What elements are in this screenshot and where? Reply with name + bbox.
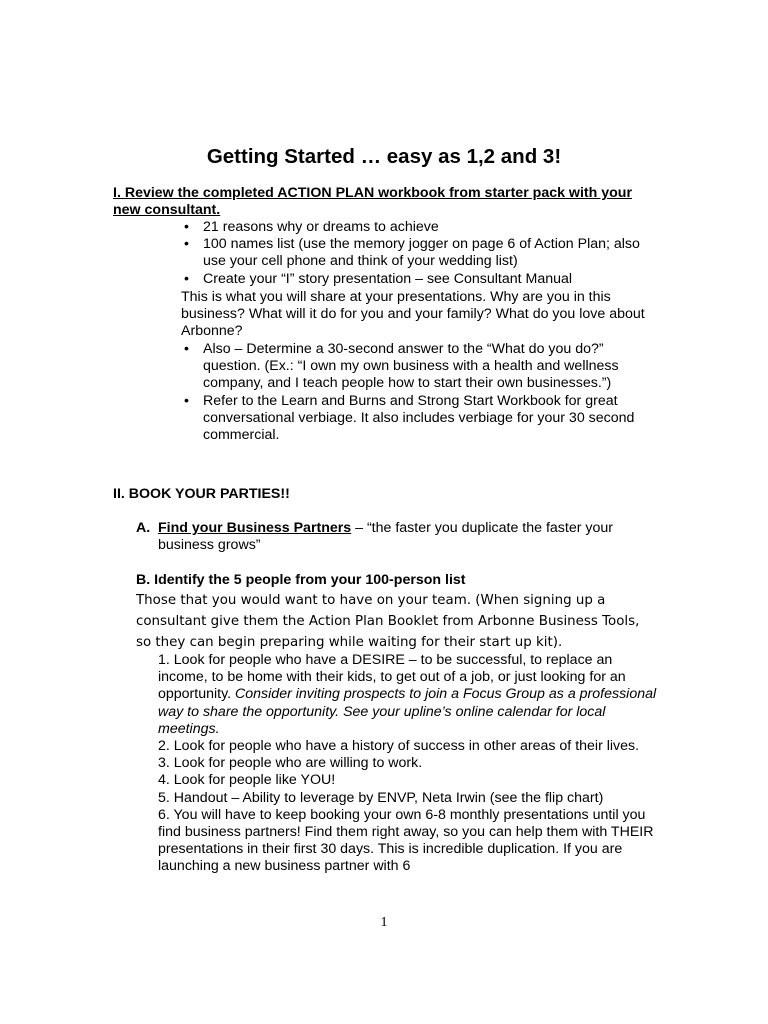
item-1-italic-note: Consider inviting prospects to join a Focus Group as a professional way to share the opportunity. See your upline’s online calendar for local meetings. [158, 686, 657, 737]
list-item: 6. You will have to keep booking your own 6-8 monthly presentations until you find business partners! Find them right away, so you can help them with THEIR presentations in their first 30 days. This is incredible duplication. If you are launching a new business partner with 6 [158, 806, 654, 875]
subsection-b-heading: B. Identify the 5 people from your 100-person list [136, 572, 466, 588]
list-item: • Also – Determine a 30-second answer to the “What do you do?” question. (Ex.: “I own my own business with a health and wellness company, and I teach people how to start their own businesses.”) [181, 341, 661, 393]
list-item: • 100 names list (use the memory jogger on page 6 of Action Plan; also use your cell phone and think of your wedding list) [181, 236, 661, 270]
i-story-description: This is what you will share at your presentations. Why are you in this business? What will it do for you and your family? What do you love about Arbonne? [181, 289, 645, 340]
section-1-heading: I. Review the completed ACTION PLAN workbook from starter pack with your new consultant. [113, 185, 632, 219]
subsection-a [136, 520, 656, 554]
subsection-a-title: Find your Business Partners [158, 520, 352, 536]
list-item: • Create your “I” story presentation – see Consultant Manual [181, 271, 661, 288]
page-title: Getting Started … easy as 1,2 and 3! [206, 145, 562, 168]
list-item: 3. Look for people who are willing to work. [158, 755, 423, 772]
section-1-bullet-list-b [181, 341, 661, 444]
list-item: • Refer to the Learn and Burns and Strong Start Workbook for great conversational verbiage. It also includes verbiage for your 30 second commercial. [181, 393, 661, 445]
list-item: • 21 reasons why or dreams to achieve [181, 219, 661, 236]
numbered-list [158, 652, 663, 876]
list-item: 5. Handout – Ability to leverage by ENVP, Neta Irwin (see the flip chart) [158, 789, 604, 806]
section-2-heading: II. BOOK YOUR PARTIES!! [113, 486, 290, 502]
list-item: 4. Look for people like YOU! [158, 772, 336, 789]
section-1-bullet-list-a [181, 219, 661, 288]
item-1-text: 1. Look for people who have a DESIRE – to be successful, to replace an income, to be home with their kids, to get out of a job, or just looking for an opportunity. [158, 652, 626, 703]
subsection-a-letter: A. [136, 520, 151, 536]
list-item: 2. Look for people who have a history of success in other areas of their lives. [158, 738, 640, 755]
subsection-b-paragraph: Those that you would want to have on your team. (When signing up a consultant give them the Action Plan Booklet from Arbonne Business Tools, so they can begin preparing while waiting for their start up kit). [136, 593, 640, 650]
list-item [158, 652, 663, 738]
subsection-a-text: – “the faster you duplicate the faster your business grows” [158, 520, 613, 554]
page-number: 1 [380, 915, 388, 930]
